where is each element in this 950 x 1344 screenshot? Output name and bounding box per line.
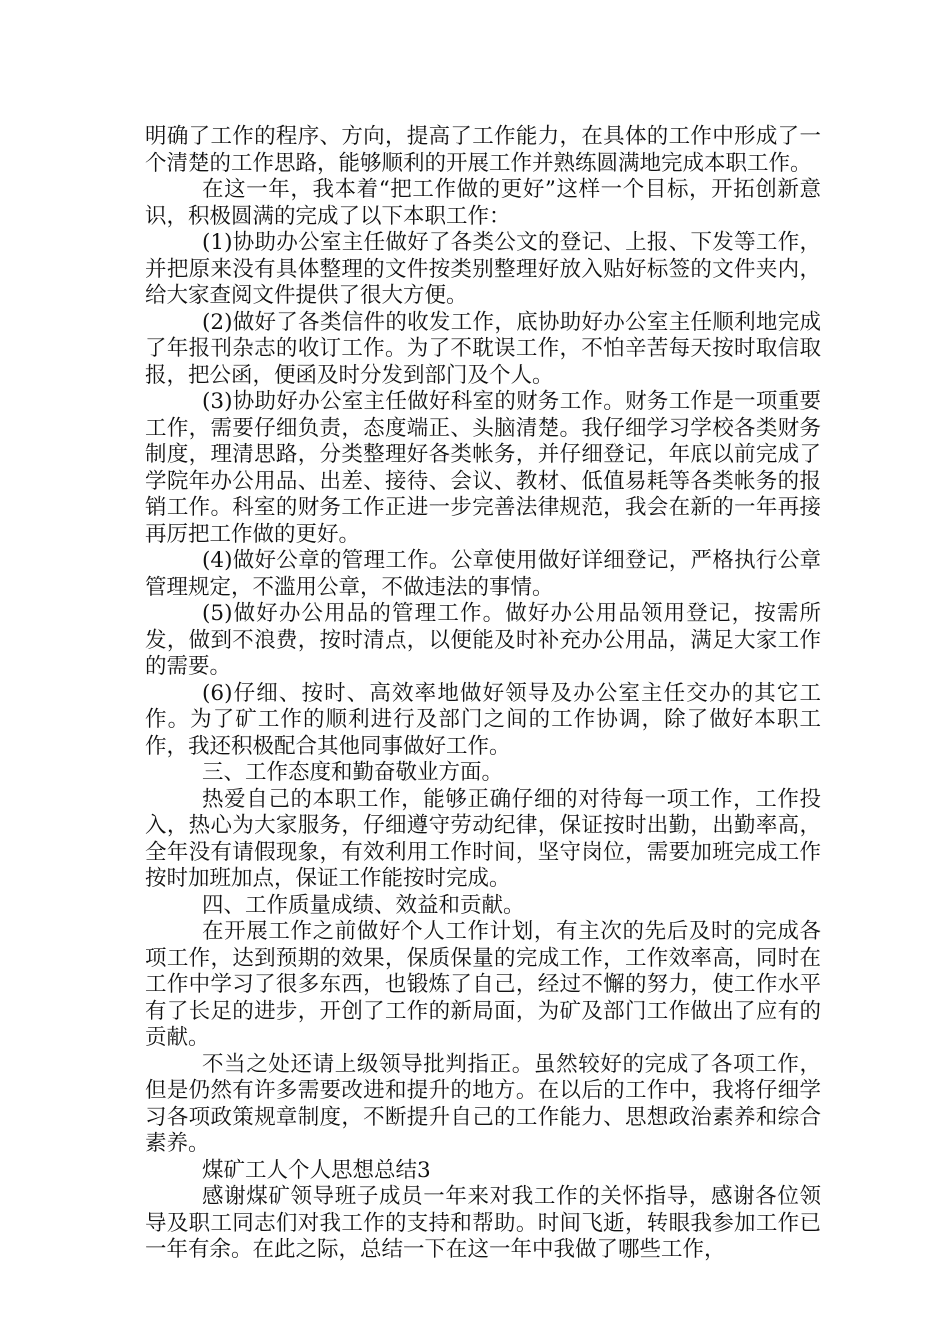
paragraph-continuation: 明确了工作的程序、方向，提高了工作能力，在具体的工作中形成了一个清楚的工作思路，能够顺利的开展工作并熟练圆满地完成本职工作。 [145,124,821,176]
section-heading-3: 三、工作态度和勤奋敬业方面。 [202,760,504,785]
paragraph-quality: 在开展工作之前做好个人工作计划，有主次的先后及时的完成各项工作，达到预期的效果，保质保量的完成工作，工作效率高，同时在工作中学习了很多东西，也锻炼了自己，经过不懈的努力，使工作水平有了长足的进步，开创了工作的新局面，为矿及部门工作做出了应有的贡献。 [145,919,821,1050]
article-title-3: 煤矿工人个人思想总结3 [202,1157,431,1183]
document-body [145,124,821,1264]
paragraph-item-4: (4)做好公章的管理工作。公章使用做好详细登记，严格执行公章管理规定，不滥用公章，不做违法的事情。 [145,548,821,600]
section-heading-4: 四、工作质量成绩、效益和贡献。 [202,892,525,918]
paragraph-thanks: 感谢煤矿领导班子成员一年来对我工作的关怀指导，感谢各位领导及职工同志们对我工作的支持和帮助。时间飞逝，转眼我参加工作已一年有余。在此之际，总结一下在这一年中我做了哪些工作， [145,1184,821,1262]
paragraph-item-3: (3)协助好办公室主任做好科室的财务工作。财务工作是一项重要工作，需要仔细负责，态度端正、头脑清楚。我仔细学习学校各类财务制度，理清思路，分类整理好各类帐务，并仔细登记，年底以前完成了学院年办公用品、出差、接待、会议、教材、低值易耗等各类帐务的报销工作。科室的财务工作正进一步完善法律规范，我会在新的一年再接再厉把工作做的更好。 [145,389,821,547]
paragraph-item-2: (2)做好了各类信件的收发工作，底协助好办公室主任顺利地完成了年报刊杂志的收订工作。为了不耽误工作，不怕辛苦每天按时取信取报，把公函，便函及时分发到部门及个人。 [145,309,821,388]
paragraph-item-1: (1)协助办公室主任做好了各类公文的登记、上报、下发等工作，并把原来没有具体整理的文件按类别整理好放入贴好标签的文件夹内，给大家查阅文件提供了很大方便。 [145,230,821,308]
paragraph-attitude: 热爱自己的本职工作，能够正确仔细的对待每一项工作，工作投入，热心为大家服务，仔细遵守劳动纪律，保证按时出勤，出勤率高，全年没有请假现象，有效利用工作时间，坚守岗位，需要加班完成工作按时加班加点，保证工作能按时完成。 [145,786,821,891]
paragraph-closing: 不当之处还请上级领导批判指正。虽然较好的完成了各项工作，但是仍然有许多需要改进和提升的地方。在以后的工作中，我将仔细学习各项政策规章制度，不断提升自己的工作能力、思想政治素养和综合素养。 [145,1051,821,1156]
paragraph-item-6: (6)仔细、按时、高效率地做好领导及办公室主任交办的其它工作。为了矿工作的顺利进行及部门之间的工作协调，除了做好本职工作，我还积极配合其他同事做好工作。 [145,680,821,759]
paragraph-item-5: (5)做好办公用品的管理工作。做好办公用品领用登记，按需所发，做到不浪费，按时清点，以便能及时补充办公用品，满足大家工作的需要。 [145,601,821,679]
paragraph-intro: 在这一年，我本着“把工作做的更好”这样一个目标，开拓创新意识，积极圆满的完成了以下本职工作： [145,177,821,229]
